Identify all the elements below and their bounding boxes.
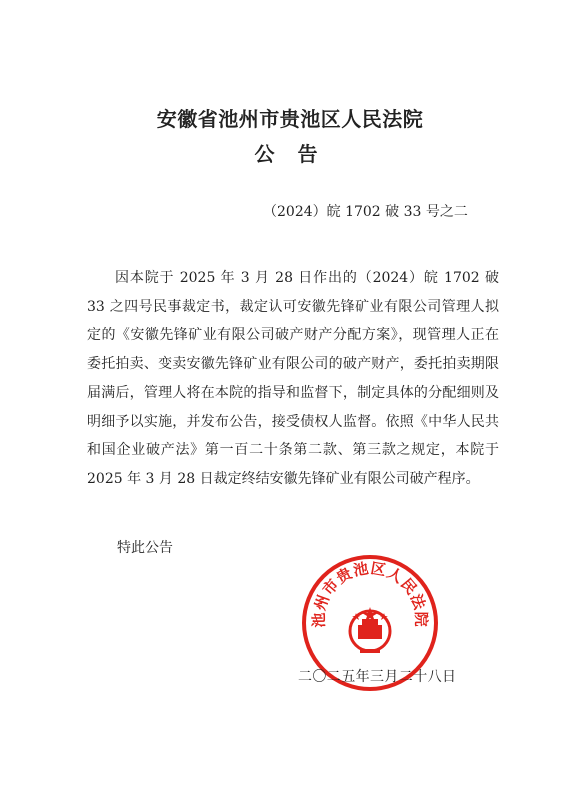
court-name: 安徽省池州市贵池区人民法院: [156, 107, 424, 131]
seal-text: 池州市贵池区人民法院: [309, 559, 431, 628]
case-number: （2024）皖 1702 破 33 号之二: [263, 204, 468, 220]
closing-phrase: 特此公告: [117, 540, 173, 556]
announcement-body: 因本院于 2025 年 3 月 28 日作出的（2024）皖 1702 破 33 之四号民事裁定书，裁定认可安徽先锋矿业有限公司管理人拟定的《安徽先锋矿业有限公司破产财产分配方案》，现管理人正在委托拍卖、变卖安徽先锋矿业有限公司的破产财产，委托拍卖期限届满后，管理人将在本院的指导和监督下，制定具体的分配细则及明细予以实施，并发布公告，接受债权人监督。依照《中华人民共和国企业破产法》第一百二十条第二款、第三款之规定，本院于 2025 年 3 月 28 日裁定终结安徽先锋矿业有限公司破产程序。: [87, 270, 499, 487]
document-title: 公 告: [254, 142, 326, 166]
announcement-date: 二〇二五年三月二十八日: [298, 669, 457, 685]
